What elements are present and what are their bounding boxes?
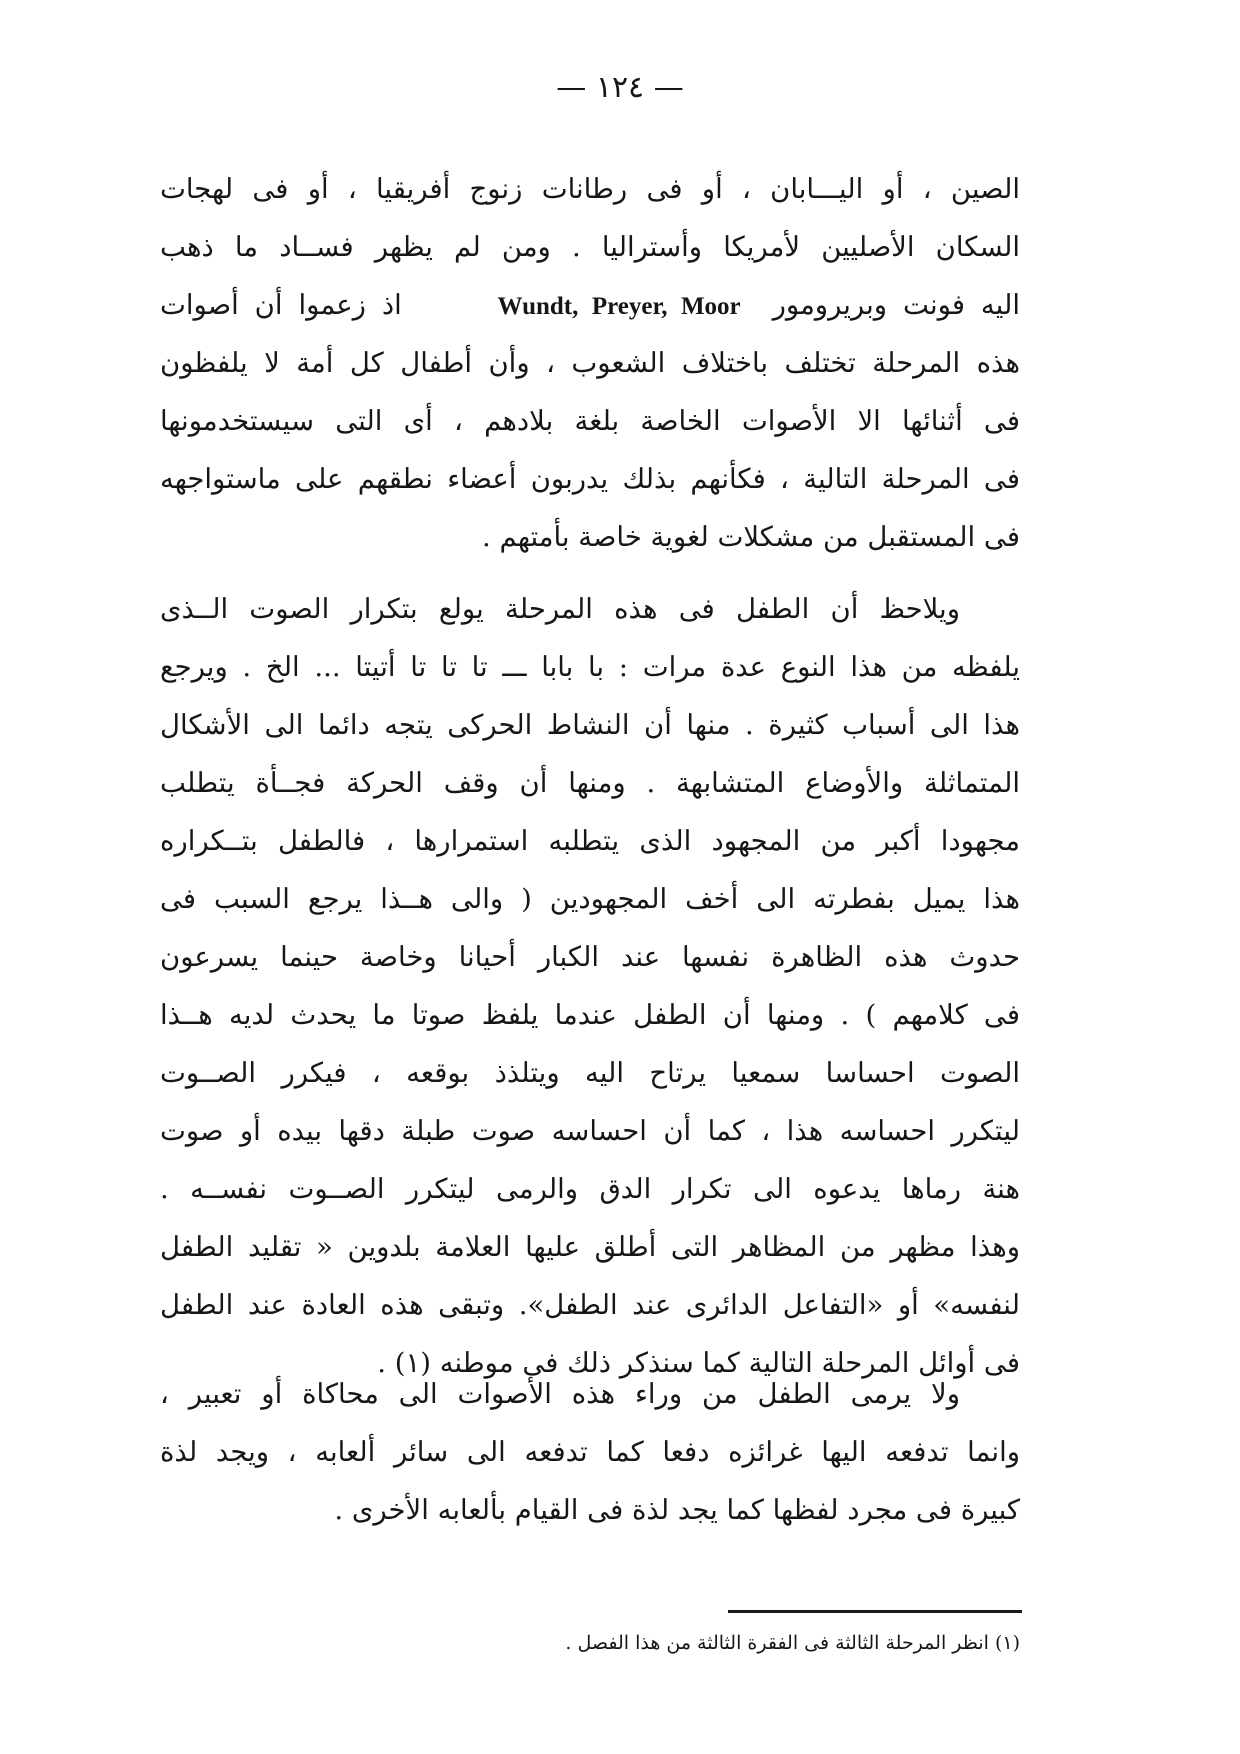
text-line: الصوت احساسا سمعيا يرتاح اليه ويتلذذ بوقعه ، فيكرر الصــوت — [160, 1057, 1020, 1089]
text-line: يلفظه من هذا النوع عدة مرات : با بابا ـــ تا تا تا أتيتا ... الخ . ويرجع — [160, 651, 1020, 683]
text-line: المتماثلة والأوضاع المتشابهة . ومنها أن وقف الحركة فجــأة يتطلب — [160, 767, 1020, 799]
text-line: فى المستقبل من مشكلات لغوية خاصة بأمتهم . — [482, 521, 1020, 553]
text-line: حدوث هذه الظاهرة نفسها عند الكبار أحيانا وخاصة حينما يسرعون — [160, 941, 1020, 973]
text-line: الصين ، أو اليـــابان ، أو فى رطانات زنوج أفريقيا ، أو فى لهجات — [160, 173, 1020, 205]
text-line: فى كلامهم ) . ومنها أن الطفل عندما يلفظ صوتا ما يحدث لديه هــذا — [160, 999, 1020, 1031]
text-line-with-names — [160, 276, 1020, 334]
text-line: ولا يرمى الطفل من وراء هذه الأصوات الى محاكاة أو تعبير ، — [160, 1378, 960, 1410]
text-line: فى أثنائها الا الأصوات الخاصة بلغة بلادهم ، أى التى سيستخدمونها — [160, 405, 1020, 437]
text-line: وانما تدفعه اليها غرائزه دفعا كما تدفعه الى سائر ألعابه ، ويجد لذة — [160, 1436, 1020, 1468]
footnote-divider — [728, 1610, 1022, 1613]
text-line: السكان الأصليين لأمريكا وأستراليا . ومن لم يظهر فســاد ما ذهب — [160, 231, 1020, 263]
text-line: هذا الى أسباب كثيرة . منها أن النشاط الحركى يتجه دائما الى الأشكال — [160, 709, 1020, 741]
paragraph-1 — [160, 160, 1020, 566]
text-line: فى المرحلة التالية ، فكأنهم بذلك يدربون أعضاء نطقهم على ماستواجهه — [160, 463, 1020, 495]
text-line: هنة رماها يدعوه الى تكرار الدق والرمى ليتكرر الصــوت نفســه . — [160, 1173, 1020, 1205]
paragraph-2 — [160, 580, 1020, 1392]
text-line: فى أوائل المرحلة التالية كما سنذكر ذلك فى موطنه (١) . — [377, 1347, 1020, 1379]
text-line: مجهودا أكبر من المجهود الذى يتطلبه استمرارها ، فالطفل بتــكراره — [160, 825, 1020, 857]
text-line: هذا يميل بفطرته الى أخف المجهودين ( والى هــذا يرجع السبب فى — [160, 883, 1020, 915]
paragraph-3 — [160, 1365, 1020, 1539]
text-line-end: اذ زعموا أن أصوات — [160, 289, 402, 321]
text-line: كبيرة فى مجرد لفظها كما يجد لذة فى القيام بألعابه الأخرى . — [334, 1494, 1020, 1526]
text-line-start: اليه فونت وبريرومور — [772, 289, 1020, 321]
footnote: (١) انظر المرحلة الثالثة فى الفقرة الثالثة من هذا الفصل . — [565, 1632, 1020, 1654]
page-number: — ١٢٤ — — [556, 70, 684, 105]
text-line: لنفسه» أو «التفاعل الدائرى عند الطفل». وتبقى هذه العادة عند الطفل — [160, 1289, 1020, 1321]
text-line: وهذا مظهر من المظاهر التى أطلق عليها العلامة بلدوين « تقليد الطفل — [160, 1231, 1020, 1263]
text-line: هذه المرحلة تختلف باختلاف الشعوب ، وأن أطفال كل أمة لا يلفظون — [160, 347, 1020, 379]
foreign-names: Wundt, Preyer, Moor — [497, 293, 741, 320]
text-line: ليتكرر احساسه هذا ، كما أن احساسه صوت طبلة دقها بيده أو صوت — [160, 1115, 1020, 1147]
text-line: ويلاحظ أن الطفل فى هذه المرحلة يولع بتكرار الصوت الــذى — [160, 593, 960, 625]
